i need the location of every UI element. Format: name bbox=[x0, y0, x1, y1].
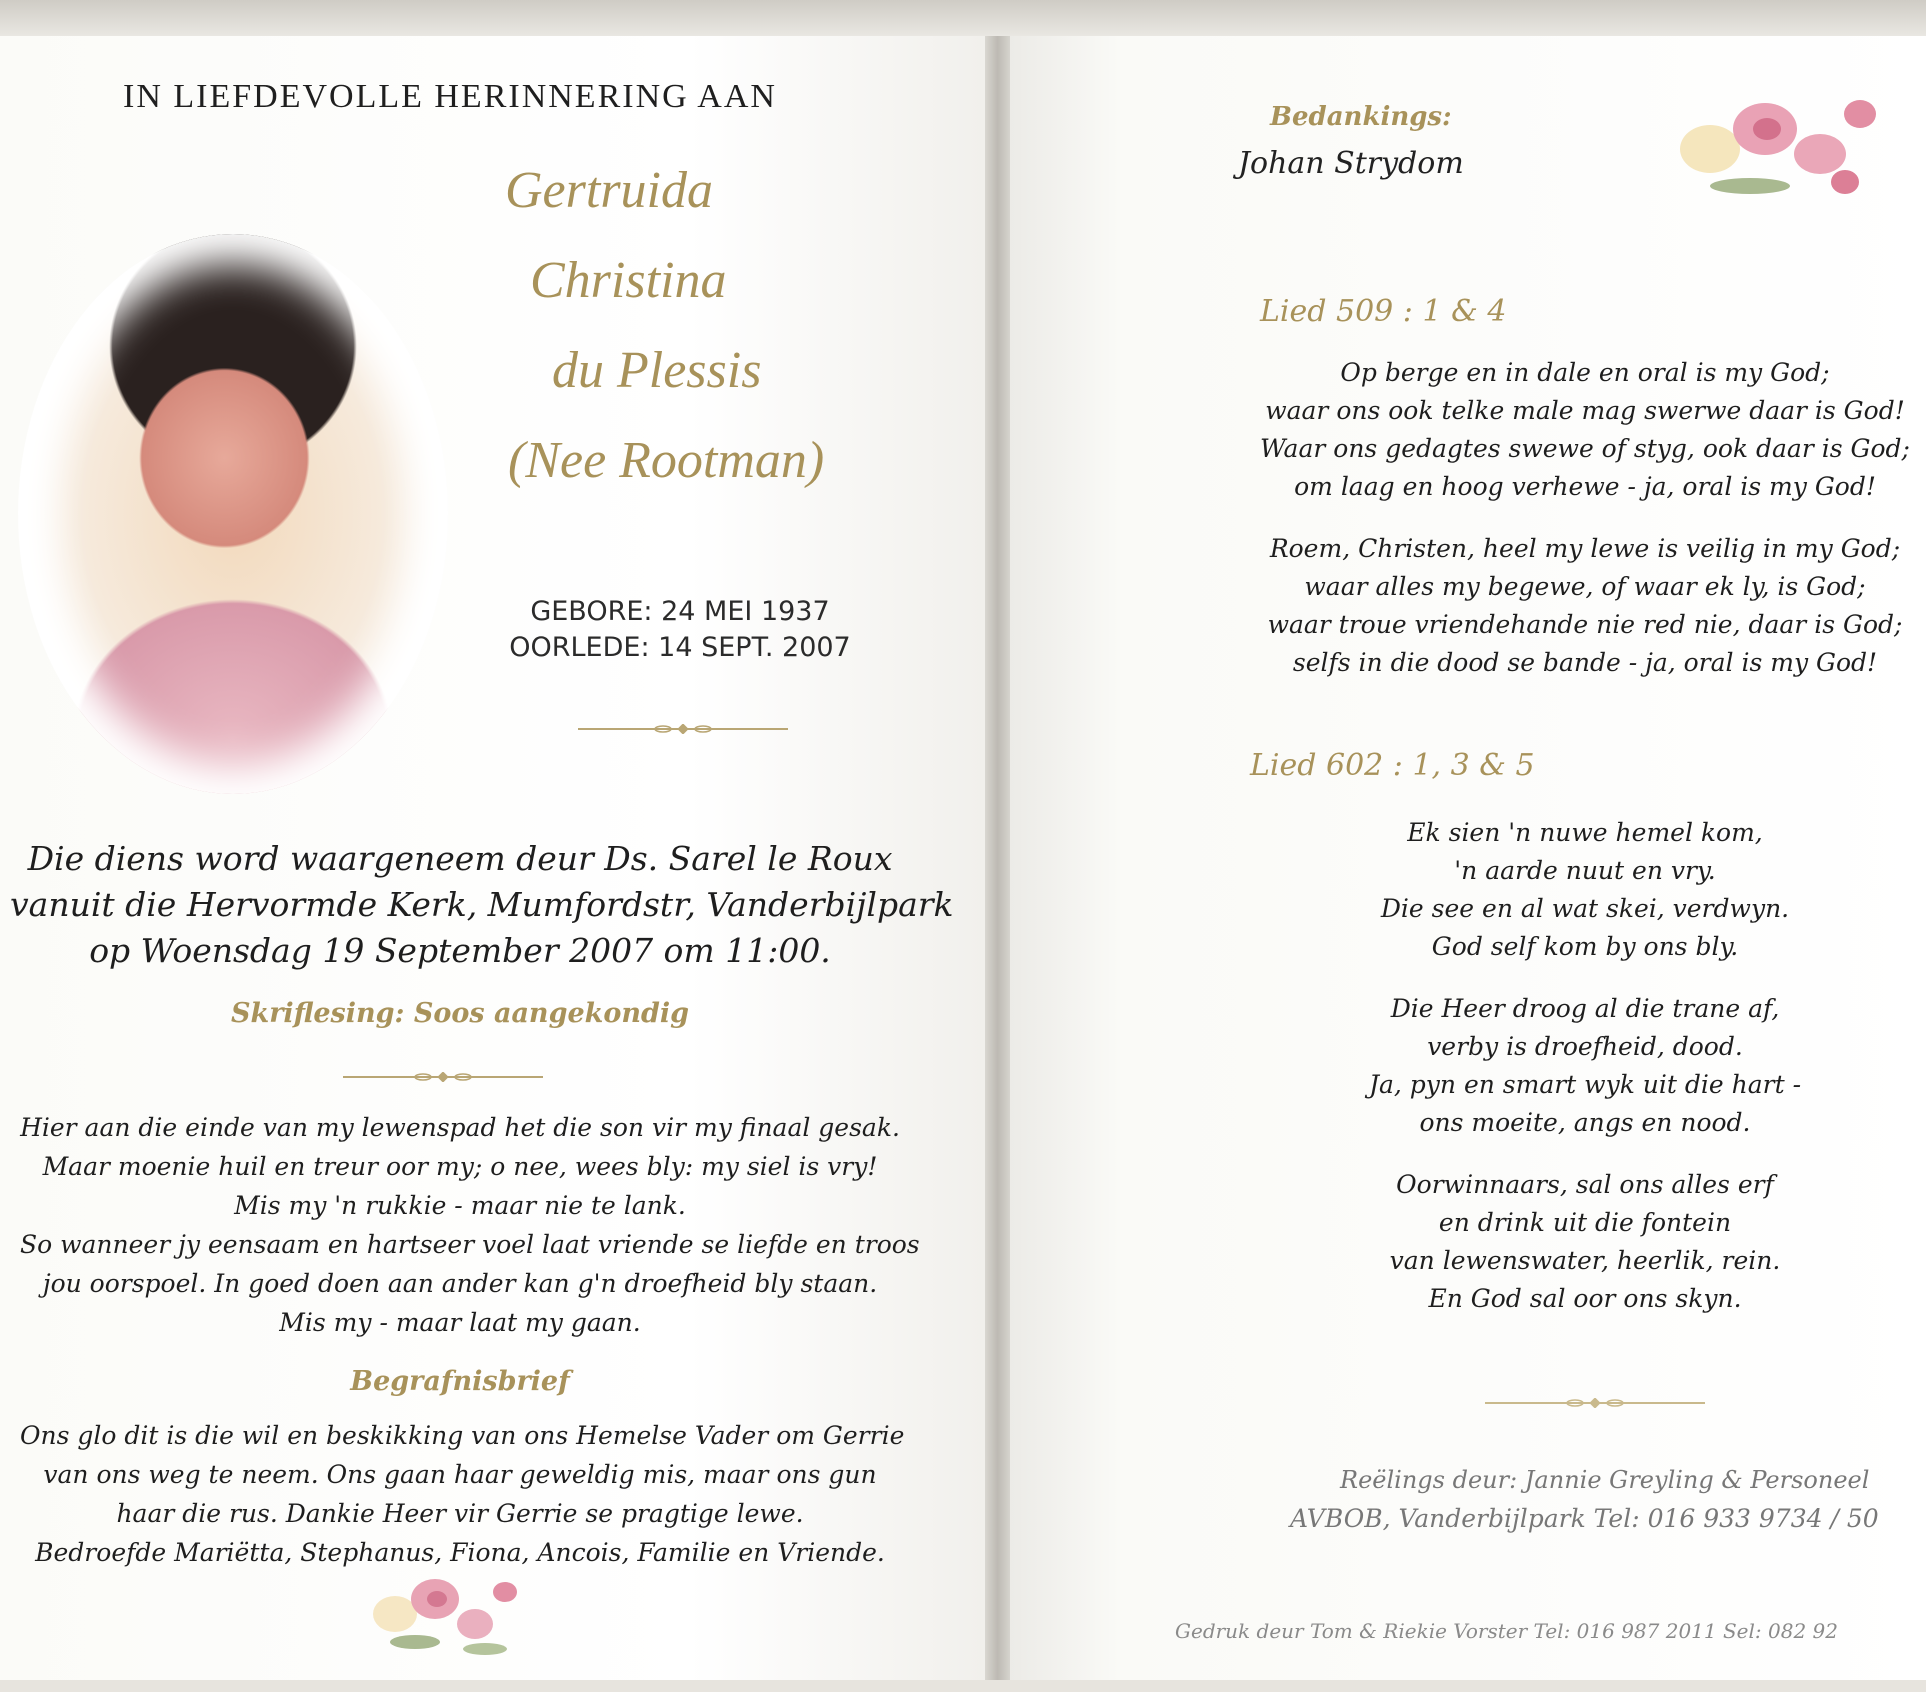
service-line-3: op Woensdag 19 September 2007 om 11:00. bbox=[89, 931, 831, 970]
hymn-602-verse-3 bbox=[1260, 990, 1910, 1142]
hymn-509-title: Lied 509 : 1 & 4 bbox=[1260, 294, 1507, 329]
hymn-line: verby is droefheid, dood. bbox=[1427, 1032, 1743, 1061]
funeral-letter bbox=[20, 1416, 905, 1572]
hymn-line: Die see en al wat skei, verdwyn. bbox=[1380, 894, 1790, 923]
roses-illustration-top bbox=[1660, 74, 1890, 204]
hymn-509-verse-1 bbox=[1260, 354, 1910, 506]
hymn-line: en drink uit die fontein bbox=[1438, 1208, 1732, 1237]
letter-line: haar die rus. Dankie Heer vir Gerrie se pragtige lewe. bbox=[116, 1499, 804, 1528]
left-page bbox=[0, 36, 985, 1680]
hymn-602-verse-5 bbox=[1260, 1166, 1910, 1318]
letter-line: Ons glo dit is die wil en beskikking van ons Hemelse Vader om Gerrie bbox=[20, 1421, 905, 1450]
divider-ornament bbox=[578, 724, 788, 734]
hymn-line: Ja, pyn en smart wyk uit die hart - bbox=[1368, 1070, 1802, 1099]
arrangements-contact: AVBOB, Vanderbijlpark Tel: 016 933 9734 / 50 bbox=[1290, 1504, 1879, 1533]
letter-line: van ons weg te neem. Ons gaan haar geweldig mis, maar ons gun bbox=[43, 1460, 877, 1489]
poem bbox=[20, 1108, 920, 1342]
service-line-1: Die diens word waargeneem deur Ds. Sarel le Roux bbox=[27, 839, 893, 878]
poem-line: Mis my 'n rukkie - maar nie te lank. bbox=[234, 1191, 686, 1220]
thanks-name: Johan Strydom bbox=[1238, 146, 1464, 181]
hymn-602-verse-1 bbox=[1260, 814, 1910, 966]
hymn-line: Ek sien 'n nuwe hemel kom, bbox=[1407, 818, 1763, 847]
hymn-line: waar alles my begewe, of waar ek ly, is God; bbox=[1304, 572, 1866, 601]
divider-ornament-3 bbox=[1485, 1398, 1705, 1408]
hymn-509-verse-2 bbox=[1260, 530, 1910, 682]
scan-top-edge bbox=[0, 0, 1926, 36]
poem-line: So wanneer jy eensaam en hartseer voel laat vriende se liefde en troos bbox=[20, 1230, 920, 1259]
hymn-line: Oorwinnaars, sal ons alles erf bbox=[1396, 1170, 1774, 1199]
hymn-line: En God sal oor ons skyn. bbox=[1428, 1284, 1742, 1313]
hymn-line: waar ons ook telke male mag swerwe daar is God! bbox=[1265, 396, 1905, 425]
portrait-photo bbox=[18, 234, 448, 794]
poem-line: Maar moenie huil en treur oor my; o nee, wees bly: my siel is vry! bbox=[42, 1152, 878, 1181]
hymn-509-text bbox=[1260, 354, 1910, 706]
funeral-letter-title: Begrafnisbrief bbox=[350, 1366, 570, 1397]
thanks-label: Bedankings: bbox=[1270, 102, 1452, 132]
poem-line: jou oorspoel. In goed doen aan ander kan g'n droefheid bly staan. bbox=[42, 1269, 878, 1298]
hymn-line: ons moeite, angs en nood. bbox=[1419, 1108, 1751, 1137]
hymn-line: Die Heer droog al die trane af, bbox=[1390, 994, 1780, 1023]
letter-line: Bedroefde Mariëtta, Stephanus, Fiona, Ancois, Familie en Vriende. bbox=[35, 1538, 885, 1567]
hymn-line: Waar ons gedagtes swewe of styg, ook daar is God; bbox=[1260, 434, 1910, 463]
book-spine bbox=[985, 36, 1010, 1680]
name-surname: du Plessis bbox=[552, 342, 762, 399]
memorial-heading: IN LIEFDEVOLLE HERINNERING AAN bbox=[123, 78, 777, 115]
hymn-line: selfs in die dood se bande - ja, oral is my God! bbox=[1292, 648, 1878, 677]
born-date: GEBORE: 24 MEI 1937 bbox=[530, 596, 830, 627]
life-dates bbox=[500, 594, 860, 666]
died-date: OORLEDE: 14 SEPT. 2007 bbox=[509, 632, 851, 663]
arrangements-text: Reëlings deur: Jannie Greyling & Personeel bbox=[1340, 1466, 1870, 1494]
name-maiden: (Nee Rootman) bbox=[508, 432, 825, 489]
poem-line: Mis my - maar laat my gaan. bbox=[279, 1308, 641, 1337]
hymn-602-text bbox=[1260, 814, 1910, 1342]
hymn-line: 'n aarde nuut en vry. bbox=[1454, 856, 1716, 885]
service-details bbox=[10, 836, 954, 974]
divider-ornament-2 bbox=[343, 1072, 543, 1082]
hymn-line: van lewenswater, heerlik, rein. bbox=[1389, 1246, 1781, 1275]
scripture-reading: Skriflesing: Soos aangekondig bbox=[231, 998, 689, 1029]
hymn-line: Op berge en in dale en oral is my God; bbox=[1340, 358, 1830, 387]
roses-illustration bbox=[355, 1554, 535, 1664]
poem-line: Hier aan die einde van my lewenspad het die son vir my finaal gesak. bbox=[20, 1113, 900, 1142]
hymn-line: waar troue vriendehande nie red nie, daar is God; bbox=[1267, 610, 1903, 639]
hymn-line: God self kom by ons bly. bbox=[1431, 932, 1739, 961]
hymn-602-title: Lied 602 : 1, 3 & 5 bbox=[1250, 748, 1535, 783]
right-page bbox=[1010, 36, 1926, 1680]
hymn-line: om laag en hoog verhewe - ja, oral is my God! bbox=[1294, 472, 1876, 501]
service-line-2: vanuit die Hervormde Kerk, Mumfordstr, Vanderbijlpark bbox=[10, 885, 954, 924]
hymn-line: Roem, Christen, heel my lewe is veilig in my God; bbox=[1269, 534, 1901, 563]
printer-credit: Gedruk deur Tom & Riekie Vorster Tel: 016 987 2011 Sel: 082 92 bbox=[1175, 1619, 1838, 1643]
name-first: Gertruida bbox=[505, 162, 713, 219]
name-second: Christina bbox=[530, 252, 727, 309]
